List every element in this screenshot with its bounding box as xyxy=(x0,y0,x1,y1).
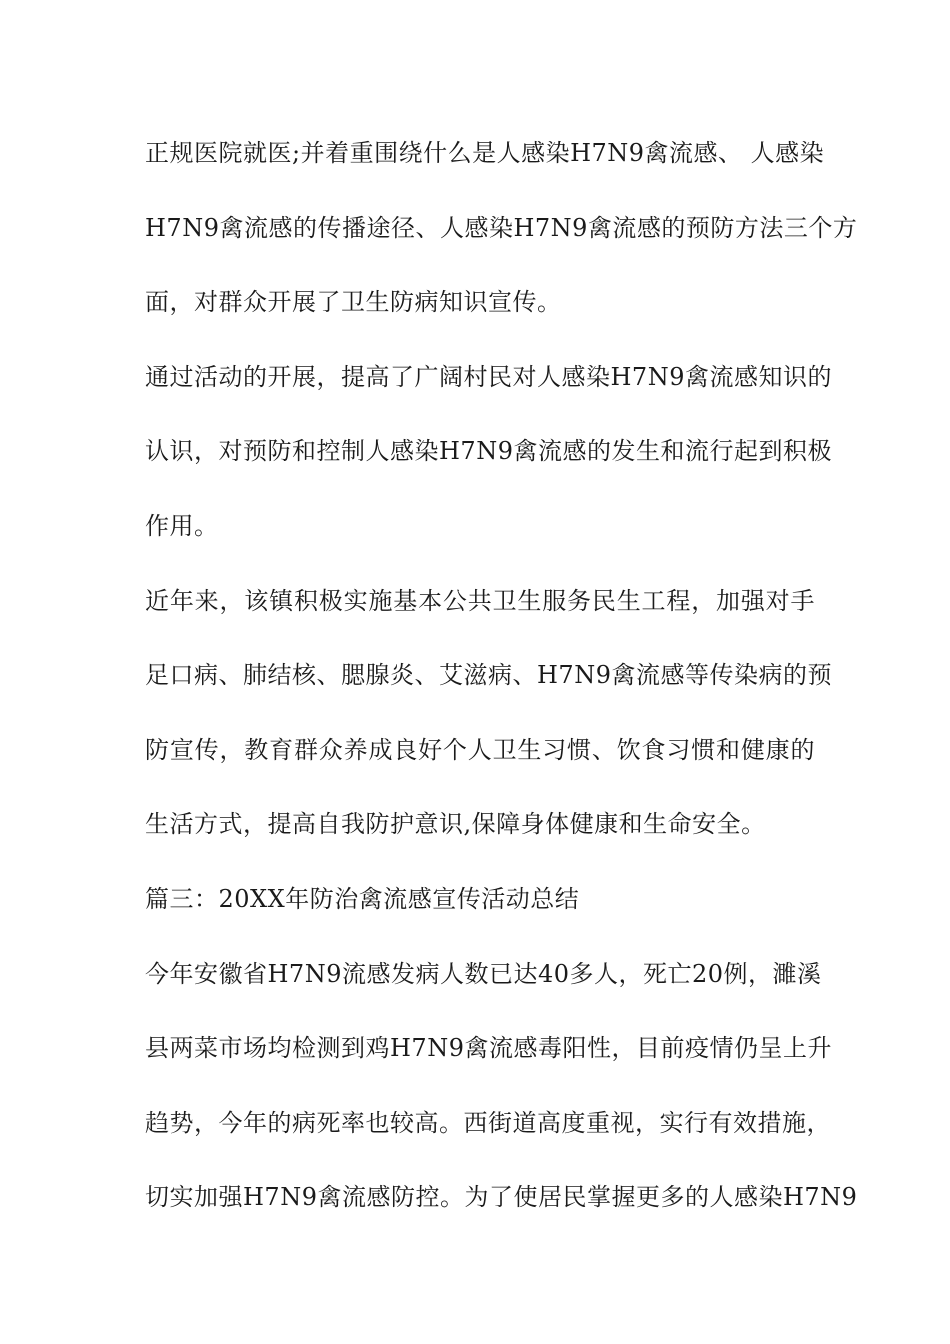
text-line: 切实加强H7N9禽流感防控。为了使居民掌握更多的人感染H7N9 xyxy=(145,1183,858,1212)
text-line: H7N9禽流感的传播途径、人感染H7N9禽流感的预防方法三个方 xyxy=(145,213,858,242)
text-line: 生活方式，提高自我防护意识,保障身体健康和生命安全。 xyxy=(145,810,766,839)
text-line: 防宣传，教育群众养成良好个人卫生习惯、饮食习惯和健康的 xyxy=(145,735,815,764)
text-line: 正规医院就医;并着重围绕什么是人感染H7N9禽流感、 人感染 xyxy=(145,139,825,167)
text-line: 今年安徽省H7N9流感发病人数已达40多人，死亡20例，濉溪 xyxy=(145,959,822,988)
text-line: 通过活动的开展，提高了广阔村民对人感染H7N9禽流感知识的 xyxy=(145,362,832,391)
text-line: 足口病、肺结核、腮腺炎、艾滋病、H7N9禽流感等传染病的预 xyxy=(145,661,832,690)
text-line: 作用。 xyxy=(145,511,219,540)
text-line: 认识，对预防和控制人感染H7N9禽流感的发生和流行起到积极 xyxy=(145,437,832,466)
text-line: 近年来，该镇积极实施基本公共卫生服务民生工程，加强对手 xyxy=(145,586,815,615)
section-heading: 篇三：20XX年防治禽流感宣传活动总结 xyxy=(145,884,580,913)
body-text xyxy=(145,128,858,1247)
text-line: 趋势，今年的病死率也较高。西街道高度重视，实行有效措施， xyxy=(145,1108,831,1137)
text-line: 面，对群众开展了卫生防病知识宣传。 xyxy=(145,288,562,317)
text-line: 县两菜市场均检测到鸡H7N9禽流感毒阳性，目前疫情仍呈上升 xyxy=(145,1034,832,1063)
